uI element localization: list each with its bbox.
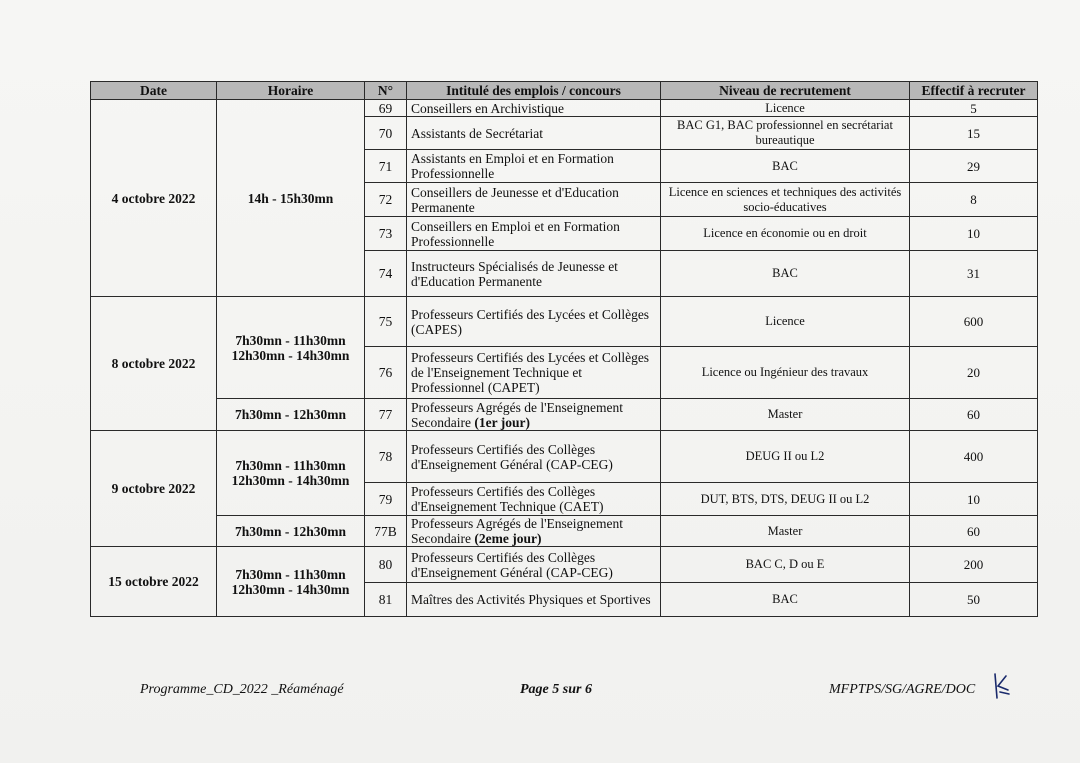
table-row: [91, 297, 1038, 347]
table-row: [91, 547, 1038, 583]
intitule-text: Professeurs Agrégés de l'Enseignement Secondaire: [411, 516, 624, 546]
horaire-cell: [217, 297, 365, 399]
horaire-cell: 7h30mn - 12h30mn: [217, 516, 365, 547]
horaire-line: 7h30mn - 11h30mn: [235, 566, 346, 582]
niveau-cell: Master: [661, 399, 910, 431]
intitule-cell: [407, 516, 661, 547]
header-date: Date: [91, 82, 217, 100]
num-cell: 71: [365, 150, 407, 183]
intitule-cell: [407, 399, 661, 431]
table-row: [91, 516, 1038, 547]
date-cell: 4 octobre 2022: [91, 100, 217, 297]
num-cell: 76: [365, 347, 407, 399]
effectif-cell: 50: [910, 583, 1038, 617]
intitule-cell: Conseillers en Emploi et en Formation Professionnelle: [407, 217, 661, 251]
niveau-cell: BAC: [661, 251, 910, 297]
effectif-cell: 60: [910, 516, 1038, 547]
effectif-cell: 400: [910, 431, 1038, 483]
horaire-line: 7h30mn - 11h30mn: [235, 458, 346, 473]
intitule-cell: Assistants de Secrétariat: [407, 117, 661, 150]
num-cell: 79: [365, 483, 407, 516]
effectif-cell: 600: [910, 297, 1038, 347]
num-cell: 80: [365, 547, 407, 583]
table-row: [91, 399, 1038, 431]
effectif-cell: 29: [910, 150, 1038, 183]
day-marker: (1er jour): [474, 414, 530, 430]
effectif-cell: 200: [910, 547, 1038, 583]
intitule-text: Professeurs Agrégés de l'Enseignement Secondaire: [411, 399, 624, 430]
effectif-cell: 31: [910, 251, 1038, 297]
effectif-cell: 60: [910, 399, 1038, 431]
effectif-cell: 20: [910, 347, 1038, 399]
horaire-cell: 14h - 15h30mn: [217, 100, 365, 297]
intitule-cell: Professeurs Certifiés des Lycées et Collèges (CAPES): [407, 297, 661, 347]
intitule-cell: Assistants en Emploi et en Formation Professionnelle: [407, 150, 661, 183]
horaire-cell: 7h30mn - 12h30mn: [217, 399, 365, 431]
intitule-cell: Professeurs Certifiés des Collèges d'Enseignement Général (CAP-CEG): [407, 547, 661, 583]
niveau-cell: BAC: [661, 150, 910, 183]
horaire-line: 12h30mn - 14h30mn: [231, 473, 350, 488]
intitule-cell: Conseillers de Jeunesse et d'Education Permanente: [407, 183, 661, 217]
num-cell: 70: [365, 117, 407, 150]
num-cell: 72: [365, 183, 407, 217]
footer-document-name: Programme_CD_2022 _Réaménagé: [140, 682, 344, 697]
niveau-cell: Licence ou Ingénieur des travaux: [661, 347, 910, 399]
niveau-cell: Licence en économie ou en droit: [661, 217, 910, 251]
page-prefix: Page: [520, 682, 553, 697]
effectif-cell: 5: [910, 100, 1038, 117]
num-cell: 81: [365, 583, 407, 617]
num-cell: 77: [365, 399, 407, 431]
intitule-cell: Maîtres des Activités Physiques et Sportives: [407, 583, 661, 617]
initials-mark-icon: [990, 672, 1012, 700]
num-cell: 74: [365, 251, 407, 297]
intitule-cell: Instructeurs Spécialisés de Jeunesse et d'Education Permanente: [407, 251, 661, 297]
date-cell: 8 octobre 2022: [91, 297, 217, 431]
num-cell: 73: [365, 217, 407, 251]
intitule-cell: Conseillers en Archivistique: [407, 100, 661, 117]
table-row: [91, 100, 1038, 117]
header-horaire: Horaire: [217, 82, 365, 100]
intitule-cell: Professeurs Certifiés des Lycées et Collèges de l'Enseignement Technique et Professionnel (CAPET): [407, 347, 661, 399]
niveau-cell: BAC C, D ou E: [661, 547, 910, 583]
niveau-cell: Licence: [661, 100, 910, 117]
recruitment-schedule-table: [90, 81, 1038, 617]
niveau-cell: Master: [661, 516, 910, 547]
day-marker: (2eme jour): [474, 531, 542, 546]
effectif-cell: 10: [910, 483, 1038, 516]
niveau-cell: BAC: [661, 583, 910, 617]
date-cell: 9 octobre 2022: [91, 431, 217, 547]
niveau-cell: Licence en sciences et techniques des activités socio-éducatives: [661, 183, 910, 217]
horaire-cell: [217, 431, 365, 516]
table-header-row: [91, 82, 1038, 100]
page-separator: sur: [559, 682, 585, 697]
num-cell: 69: [365, 100, 407, 117]
header-effectif: Effectif à recruter: [910, 82, 1038, 100]
horaire-line: 12h30mn - 14h30mn: [231, 347, 350, 363]
header-num: N°: [365, 82, 407, 100]
header-niveau: Niveau de recrutement: [661, 82, 910, 100]
intitule-cell: Professeurs Certifiés des Collèges d'Enseignement Technique (CAET): [407, 483, 661, 516]
niveau-cell: DEUG II ou L2: [661, 431, 910, 483]
intitule-cell: Professeurs Certifiés des Collèges d'Enseignement Général (CAP-CEG): [407, 431, 661, 483]
num-cell: 77B: [365, 516, 407, 547]
horaire-line: 12h30mn - 14h30mn: [231, 581, 350, 597]
footer-page-number: [520, 682, 592, 698]
date-cell: 15 octobre 2022: [91, 547, 217, 617]
niveau-cell: BAC G1, BAC professionnel en secrétariat bureautique: [661, 117, 910, 150]
page-current: 5: [552, 682, 560, 697]
effectif-cell: 10: [910, 217, 1038, 251]
effectif-cell: 15: [910, 117, 1038, 150]
header-intitule: Intitulé des emplois / concours: [407, 82, 661, 100]
horaire-line: 7h30mn - 11h30mn: [235, 332, 346, 348]
footer-reference: MFPTPS/SG/AGRE/DOC: [829, 682, 976, 697]
num-cell: 78: [365, 431, 407, 483]
niveau-cell: DUT, BTS, DTS, DEUG II ou L2: [661, 483, 910, 516]
horaire-cell: [217, 547, 365, 617]
num-cell: 75: [365, 297, 407, 347]
effectif-cell: 8: [910, 183, 1038, 217]
page-total: 6: [584, 682, 592, 697]
table-row: [91, 431, 1038, 483]
niveau-cell: Licence: [661, 297, 910, 347]
